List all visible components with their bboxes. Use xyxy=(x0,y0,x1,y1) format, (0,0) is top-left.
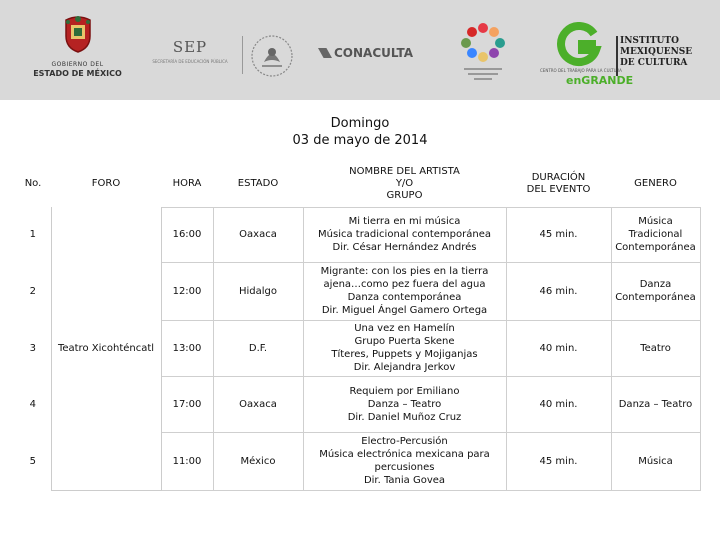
row-evento xyxy=(303,320,506,376)
evento-line: Danza – Teatro xyxy=(367,398,442,410)
imc-line-1: INSTITUTO xyxy=(620,36,679,46)
row-duracion: 40 min. xyxy=(506,376,611,432)
row-genero xyxy=(611,432,700,490)
national-eagle-icon xyxy=(250,34,295,79)
coat-of-arms-icon xyxy=(60,14,96,54)
row-no: 4 xyxy=(29,398,36,410)
header-foro: FORO xyxy=(91,178,121,189)
row-evento xyxy=(303,207,506,262)
row-hora: 12:00 xyxy=(161,262,213,320)
row-hora: 16:00 xyxy=(161,207,213,262)
header-nombre-line1: NOMBRE DEL ARTISTA xyxy=(349,165,460,177)
row-no: 2 xyxy=(29,285,36,297)
header-no: No. xyxy=(24,178,42,189)
engrande-text: enGRANDE xyxy=(566,74,634,87)
row-evento xyxy=(303,376,506,432)
genero-line: Teatro xyxy=(640,342,671,354)
header-nombre-line2: Y/O xyxy=(395,177,414,189)
genero-line: Danza xyxy=(639,279,672,290)
evento-line: Una vez en Hamelín xyxy=(354,323,455,334)
foro-cell: Teatro Xicohténcatl xyxy=(51,207,161,490)
evento-line: Danza contemporánea xyxy=(347,292,462,303)
row-estado: Oaxaca xyxy=(213,207,303,262)
row-duracion: 45 min. xyxy=(506,207,611,262)
header-duracion-line1: DURACIÓN xyxy=(531,171,586,183)
evento-line: Dir. Miguel Ángel Gamero Ortega xyxy=(321,305,488,316)
imc-line-2: MEXIQUENSE xyxy=(620,47,693,57)
evento-line: Requiem por Emiliano xyxy=(349,385,460,397)
imc-logo xyxy=(540,18,716,88)
evento-line: Dir. Daniel Muñoz Cruz xyxy=(347,411,462,423)
genero-line: Contemporánea xyxy=(615,292,696,303)
imc-tagline: CENTRO DEL TRABAJO PARA LA CULTURA xyxy=(540,68,622,73)
evento-line: Dir. Tania Govea xyxy=(363,475,446,486)
evento-line: Mi tierra en mi música xyxy=(348,216,461,227)
genero-line: Música xyxy=(638,455,673,467)
row-duracion: 40 min. xyxy=(506,320,611,376)
evento-line: Migrante: con los pies en la tierra xyxy=(320,266,489,277)
logo-divider xyxy=(242,36,243,74)
sep-title: SEP xyxy=(172,38,208,56)
row-hora: 11:00 xyxy=(161,432,213,490)
evento-line: Títeres, Puppets y Mojiganjas xyxy=(331,349,478,360)
row-no: 5 xyxy=(29,455,36,467)
edomex-line1: GOBIERNO DEL xyxy=(51,61,104,68)
header-estado: ESTADO xyxy=(237,177,279,189)
genero-line: Música xyxy=(638,216,673,227)
genero-line: Tradicional xyxy=(628,229,683,240)
header-duracion-line2: DEL EVENTO xyxy=(526,183,591,195)
evento-line: Grupo Puerta Skene xyxy=(354,336,455,347)
header-nombre xyxy=(303,161,506,207)
sep-subtitle: SECRETARÍA DE EDUCACIÓN PÚBLICA xyxy=(152,59,228,64)
evento-line: percusiones xyxy=(374,462,435,473)
schedule-table xyxy=(15,161,701,491)
table-row xyxy=(15,207,700,262)
row-no: 3 xyxy=(29,342,36,354)
conaculta-logo xyxy=(318,46,413,60)
row-evento xyxy=(303,262,506,320)
edomex-line2: ESTADO DE MÉXICO xyxy=(33,69,122,78)
row-estado: D.F. xyxy=(213,320,303,376)
conaculta-text: CONACULTA xyxy=(334,46,414,60)
evento-line: Música electrónica mexicana para xyxy=(319,449,490,460)
row-duracion: 46 min. xyxy=(506,262,611,320)
header-duracion xyxy=(506,161,611,207)
table-header-row xyxy=(15,161,700,207)
imc-line-3: DE CULTURA xyxy=(620,58,688,68)
evento-line: Dir. César Hernández Andrés xyxy=(332,242,477,253)
row-hora: 13:00 xyxy=(161,320,213,376)
row-evento xyxy=(303,432,506,490)
header-logos xyxy=(0,0,720,100)
row-genero xyxy=(611,376,700,432)
evento-line: Electro-Percusión xyxy=(361,436,448,447)
header-genero: GENERO xyxy=(634,177,677,189)
title-date: 03 de mayo de 2014 xyxy=(292,133,428,148)
row-estado: Hidalgo xyxy=(213,262,303,320)
row-genero xyxy=(611,207,700,262)
row-hora: 17:00 xyxy=(161,376,213,432)
header-hora: HORA xyxy=(172,177,202,189)
evento-line: Dir. Alejandra Jerkov xyxy=(353,362,456,373)
row-estado: Oaxaca xyxy=(213,376,303,432)
evento-line: ajena…como pez fuera del agua xyxy=(323,279,486,290)
genero-line: Contemporánea xyxy=(615,242,696,253)
conaculta-mark-icon xyxy=(318,48,332,58)
evento-line: Música tradicional contemporánea xyxy=(318,229,491,240)
edomex-logo xyxy=(30,14,125,84)
row-duracion: 45 min. xyxy=(506,432,611,490)
flower-logo-icon xyxy=(448,16,518,86)
imc-name-box xyxy=(616,36,693,76)
genero-line: Danza – Teatro xyxy=(618,398,693,410)
title-day: Domingo xyxy=(330,116,390,131)
row-no: 1 xyxy=(29,229,36,240)
row-estado: México xyxy=(213,432,303,490)
header-nombre-line3: GRUPO xyxy=(386,189,423,201)
row-genero xyxy=(611,262,700,320)
row-genero xyxy=(611,320,700,376)
g-logo-icon xyxy=(556,22,602,68)
sep-logo xyxy=(150,38,230,78)
